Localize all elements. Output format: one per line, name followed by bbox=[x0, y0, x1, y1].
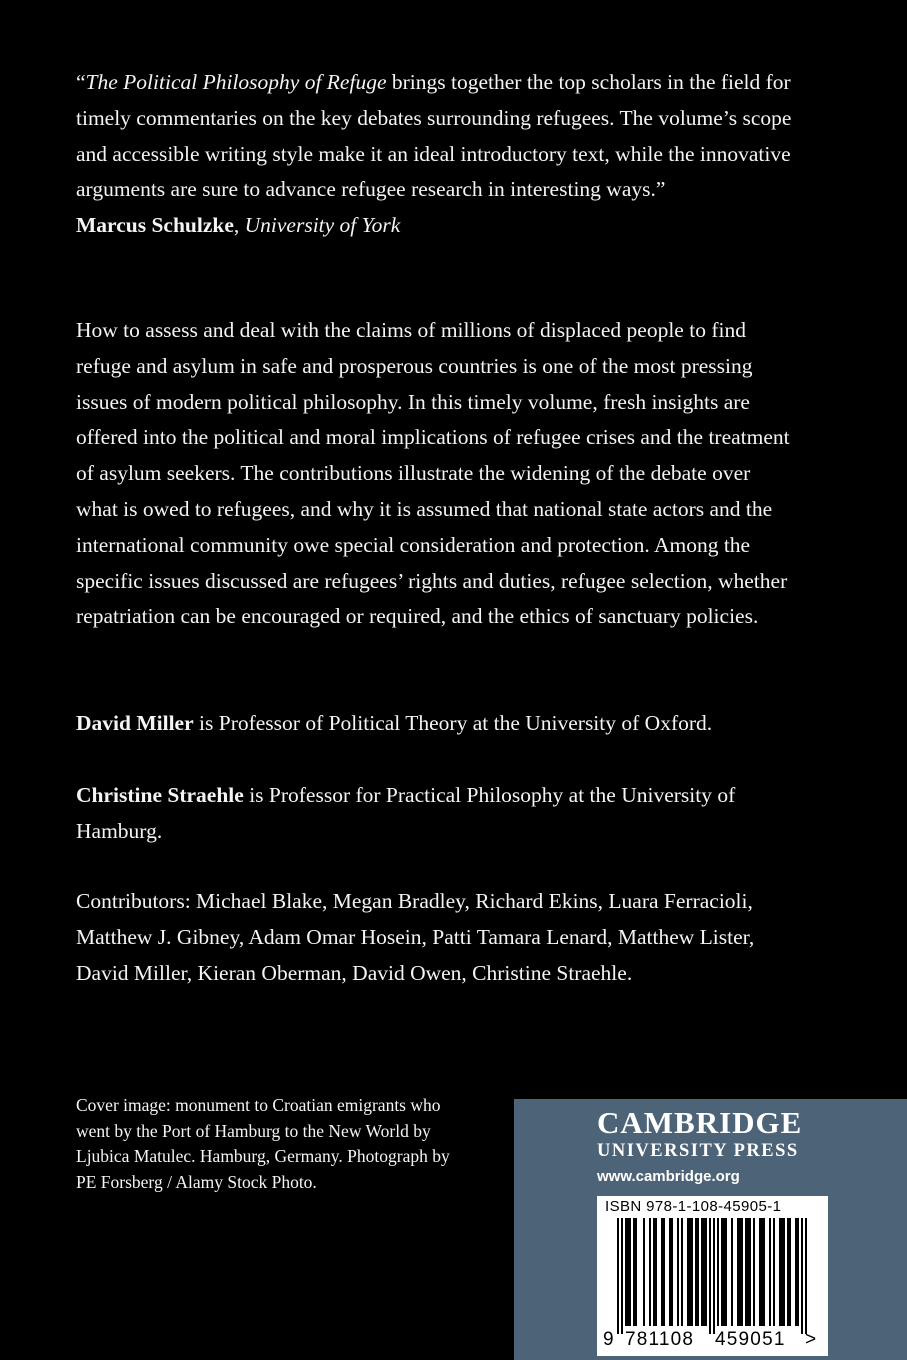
publisher-name: CAMBRIDGE bbox=[597, 1105, 803, 1140]
barcode-bar bbox=[687, 1218, 689, 1326]
barcode-bar bbox=[633, 1218, 635, 1326]
barcode-bar bbox=[671, 1218, 673, 1326]
barcode-bar bbox=[663, 1218, 665, 1326]
barcode-bar bbox=[787, 1218, 789, 1326]
barcode-quiet-zone-mark: > bbox=[805, 1329, 817, 1350]
barcode-bar bbox=[805, 1218, 807, 1334]
barcode-bar bbox=[643, 1218, 645, 1326]
barcode-bar bbox=[653, 1218, 655, 1326]
barcode-bar bbox=[789, 1218, 791, 1326]
barcode-bar bbox=[705, 1218, 707, 1326]
barcode-bar bbox=[709, 1218, 711, 1334]
barcode-panel bbox=[597, 1196, 828, 1356]
barcode-digit-first: 9 bbox=[603, 1329, 614, 1350]
barcode-bar bbox=[695, 1218, 697, 1326]
publisher-press: UNIVERSITY PRESS bbox=[597, 1141, 799, 1161]
barcode-bar bbox=[739, 1218, 741, 1326]
barcode-bar bbox=[753, 1218, 755, 1326]
barcode-bar bbox=[713, 1218, 715, 1334]
description-text: How to assess and deal with the claims of millions of displaced people to find refuge and asylum in safe and prosperous countries is one of the most pressing issues of modern political philosophy. In this timely volume, fresh insights are offered into the political and moral implications of refugee crises and the treatment of asylum seekers. The contributions illustrate the widening of the debate over what is owed to refugees, and why it is assumed that national state actors and the international community owe special consideration and protection. Among the specific issues discussed are refugees’ rights and duties, refugee selection, whether repatriation can be encouraged or required, and the ethics of sanctuary policies. bbox=[76, 318, 790, 629]
barcode-bar bbox=[701, 1218, 703, 1326]
reviewer bbox=[76, 208, 796, 244]
barcode-bar bbox=[725, 1218, 727, 1326]
barcode-bar bbox=[745, 1218, 747, 1326]
book-title: The Political Philosophy of Refuge bbox=[85, 70, 387, 94]
barcode-digits bbox=[597, 1329, 828, 1355]
barcode-bar bbox=[749, 1218, 751, 1326]
barcode-bar bbox=[801, 1218, 803, 1334]
barcode-bar bbox=[737, 1218, 739, 1326]
barcode-bar bbox=[649, 1218, 651, 1326]
barcode-bar bbox=[691, 1218, 693, 1326]
barcode-bar bbox=[677, 1218, 679, 1326]
barcode-bar bbox=[703, 1218, 705, 1326]
barcode-bar bbox=[661, 1218, 663, 1326]
publisher-panel bbox=[514, 1099, 907, 1360]
contributors-text: Contributors: Michael Blake, Megan Bradley, Richard Ekins, Luara Ferracioli, Matthew J. Gibney, Adam Omar Hosein, Patti Tamara Lenard, Matthew Lister, David Miller, Kieran Oberman, David Owen, Christine Straehle. bbox=[76, 889, 755, 985]
publisher-url: www.cambridge.org bbox=[597, 1168, 740, 1185]
reviewer-affiliation: University of York bbox=[244, 213, 401, 238]
editor-role: is Professor of Political Theory at the University of Oxford. bbox=[193, 711, 713, 735]
barcode-bar bbox=[781, 1218, 783, 1326]
contributors-list bbox=[76, 884, 796, 991]
book-description bbox=[76, 313, 796, 635]
barcode-bar bbox=[761, 1218, 763, 1326]
barcode-bar bbox=[723, 1218, 725, 1326]
barcode-bar bbox=[747, 1218, 749, 1326]
barcode-bar bbox=[689, 1218, 691, 1326]
quote-body: brings together the top scholars in the field for timely commentaries on the key debates surrounding refugees. The volume’s scope and accessible writing style make it an ideal introductory text, while the innovative arguments are sure to advance refugee research in interesting ways.” bbox=[76, 70, 792, 202]
barcode-bar bbox=[629, 1218, 631, 1326]
editor-name: Christine Straehle bbox=[76, 783, 244, 807]
praise-quote bbox=[76, 65, 796, 244]
barcode-bar bbox=[741, 1218, 743, 1326]
editor-role: is Professor for Practical Philosophy at the University of Hamburg. bbox=[76, 783, 736, 843]
cover-image-credit: Cover image: monument to Croatian emigrants who went by the Port of Hamburg to the New World by Ljubica Matulec. Hamburg, Germany. Photograph by PE Forsberg / Alamy Stock Photo. bbox=[76, 1095, 450, 1193]
barcode-bar bbox=[797, 1218, 799, 1326]
barcode-bar bbox=[717, 1218, 719, 1326]
barcode-bar bbox=[681, 1218, 683, 1326]
barcode-bar bbox=[773, 1218, 775, 1326]
reviewer-name: Marcus Schulzke bbox=[76, 213, 234, 238]
barcode-bar bbox=[627, 1218, 629, 1326]
barcode-bar bbox=[769, 1218, 771, 1326]
barcode-bar bbox=[731, 1218, 733, 1326]
barcode-bar bbox=[625, 1218, 627, 1326]
barcode-bar bbox=[779, 1218, 781, 1326]
barcode-bar bbox=[617, 1218, 619, 1334]
barcode-bar bbox=[795, 1218, 797, 1326]
editor-name: David Miller bbox=[76, 711, 194, 735]
reviewer-separator: , bbox=[233, 213, 245, 238]
isbn-label: ISBN 978-1-108-45905-1 bbox=[605, 1198, 782, 1215]
praise-text bbox=[76, 65, 796, 208]
barcode-digits-left: 781108 bbox=[625, 1329, 695, 1350]
barcode-graphic bbox=[597, 1218, 828, 1336]
barcode-bar bbox=[635, 1218, 637, 1326]
open-quote: “ bbox=[76, 70, 86, 94]
barcode-digits-right: 459051 bbox=[715, 1329, 786, 1350]
barcode-bar bbox=[669, 1218, 671, 1326]
barcode-bar bbox=[763, 1218, 765, 1326]
barcode-bar bbox=[697, 1218, 699, 1326]
barcode-bar bbox=[721, 1218, 723, 1326]
barcode-bar bbox=[759, 1218, 761, 1326]
editor-bio-2 bbox=[76, 778, 796, 850]
barcode-bar bbox=[621, 1218, 623, 1334]
barcode-bar bbox=[655, 1218, 657, 1326]
barcode-bar bbox=[783, 1218, 785, 1326]
editor-bio-1 bbox=[76, 706, 796, 742]
